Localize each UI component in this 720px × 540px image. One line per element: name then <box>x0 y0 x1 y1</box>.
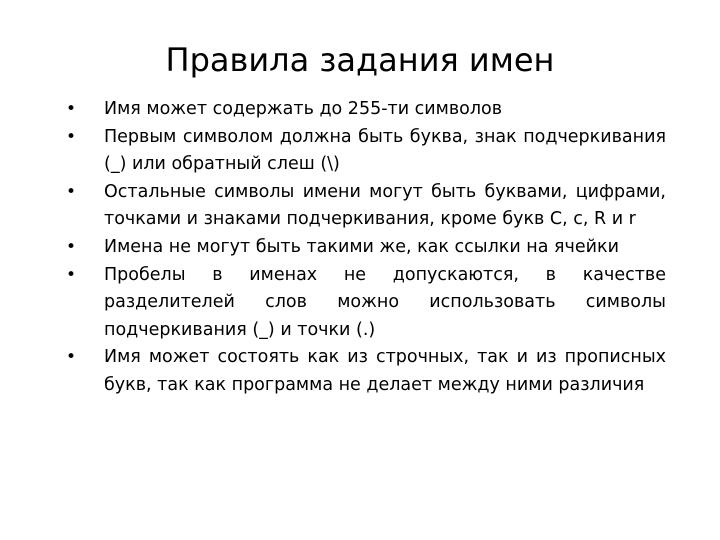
bullet-text: Имя может состоять как из строчных, так и из прописных букв, так как программа не делает между ними различия <box>104 347 666 395</box>
bullet-dot-icon: • <box>66 126 77 147</box>
slide-title: Правила задания имен <box>165 41 555 79</box>
bullet-dot-icon: • <box>66 181 77 202</box>
bullet-item <box>60 344 666 399</box>
bullet-text: Остальные символы имени могут быть буквами, цифрами, точками и знаками подчеркивания, кроме букв С, с, R и r <box>104 181 666 230</box>
bullet-text: Первым символом должна быть буква, знак подчеркивания (_) или обратный слеш (\) <box>104 126 666 175</box>
bullet-dot-icon: • <box>66 264 77 285</box>
bullet-item <box>60 262 666 345</box>
bullet-item <box>60 234 666 262</box>
bullet-item <box>60 124 666 179</box>
bullet-dot-icon: • <box>66 347 77 368</box>
bullet-item <box>60 179 666 234</box>
bullet-text: Пробелы в именах не допускаются, в качестве разделителей слов можно использовать символы подчеркивания (_) и точки (.) <box>104 264 666 340</box>
bullet-dot-icon: • <box>66 99 77 119</box>
bullet-text: Имя может содержать до 255-ти символов <box>104 99 503 119</box>
bullet-text: Имена не могут быть такими же, как ссылки на ячейки <box>104 236 619 257</box>
bullet-list <box>60 96 666 400</box>
bullet-dot-icon: • <box>66 236 77 257</box>
bullet-item <box>60 96 666 124</box>
